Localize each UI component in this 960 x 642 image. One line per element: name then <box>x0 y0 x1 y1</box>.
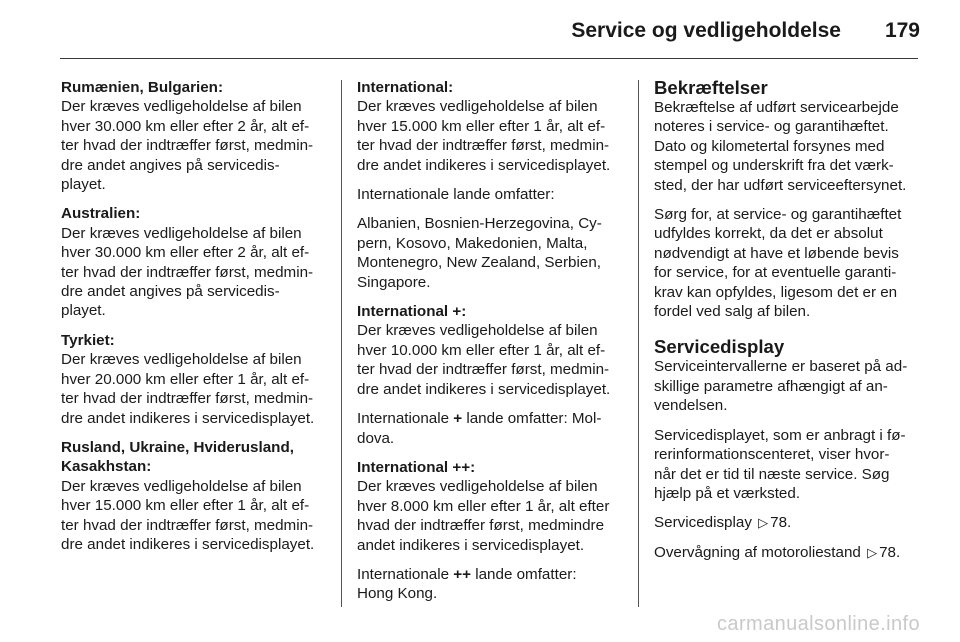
text-line: dova. <box>357 429 395 447</box>
section-romania-bulgaria <box>61 78 329 194</box>
reference-text: Overvågning af motoroliestand <box>654 543 861 561</box>
section-heading: Kasakhstan: <box>61 458 152 476</box>
section-international-plusplus <box>357 458 625 555</box>
text-line: dre andet indikeres i servicedisplayet. <box>357 156 611 174</box>
text-line: Dato og kilometertal forsynes med <box>654 137 885 155</box>
text-line: dre andet indikeres i servicedisplayet. <box>61 409 315 427</box>
text-line: ter hvad der indtræffer først, medmin- <box>357 137 610 155</box>
text-line: hver 15.000 km eller efter 1 år, alt ef- <box>357 117 606 135</box>
text-line: Bekræftelse af udført servicearbejde <box>654 99 899 116</box>
text-segment: Internationale <box>357 410 454 428</box>
text-line: hver 8.000 km eller efter 1 år, alt efter <box>357 497 610 515</box>
text-line: hjælp på et værksted. <box>654 484 801 502</box>
section-russia <box>61 438 329 554</box>
text-line: ter hvad der indtræffer først, medmin- <box>61 516 314 534</box>
section-heading: International +: <box>357 303 467 321</box>
text-line: hver 30.000 km eller efter 2 år, alt ef- <box>61 244 310 262</box>
text-line: andet indikeres i servicedisplayet. <box>357 536 585 554</box>
section-heading: International: <box>357 79 454 96</box>
reference-text: Servicedisplay <box>654 514 752 532</box>
text-line: hvad der indtræffer først, medmindre <box>357 517 605 535</box>
text-line: ter hvad der indtræffer først, medmin- <box>61 263 314 281</box>
confirmations-paragraph-1 <box>654 98 926 195</box>
text-line: Sørg for, at service- og garantihæftet <box>654 206 902 224</box>
section-heading: Tyrkiet: <box>61 331 115 349</box>
text-line: nødvendigt at have et løbende bevis <box>654 244 899 262</box>
text-line: Der kræves vedligeholdelse af bilen <box>357 98 598 116</box>
column-2 <box>357 78 625 614</box>
reference-page: 78. <box>879 543 901 561</box>
text-line <box>357 409 625 428</box>
plus-marker: ++ <box>453 565 472 583</box>
text-line: stempel og underskrift fra det værk- <box>654 157 894 175</box>
page-number: 179 <box>884 19 920 42</box>
text-line: udfyldes korrekt, da det er absolut <box>654 225 883 243</box>
text-line: Montenegro, New Zealand, Serbien, <box>357 254 601 272</box>
text-line: Albanien, Bosnien-Herzegovina, Cy- <box>357 215 602 233</box>
text-line: sted, der har udført serviceeftersynet. <box>654 176 907 194</box>
text-line: Serviceintervallerne er baseret på ad- <box>654 358 908 376</box>
section-international <box>357 78 625 175</box>
text-line: krav kan opfyldes, ligesom det er en <box>654 283 898 301</box>
page-title: Service og vedligeholdelse <box>571 19 841 42</box>
text-line: hver 20.000 km eller efter 1 år, alt ef- <box>61 370 310 388</box>
text-line: dre andet indikeres i servicedisplayet. <box>61 535 315 553</box>
text-line: Der kræves vedligeholdelse af bilen <box>61 477 302 495</box>
text-line <box>357 565 625 584</box>
section-heading: Australien: <box>61 205 141 223</box>
text-line: Der kræves vedligeholdelse af bilen <box>357 322 598 340</box>
international-plusplus-countries <box>357 565 625 604</box>
text-line: Singapore. <box>357 273 431 291</box>
text-line: playet. <box>61 302 106 320</box>
text-line: Servicedisplayet, som er anbragt i fø- <box>654 426 906 444</box>
service-display-paragraph-1 <box>654 357 926 415</box>
text-line: vendelsen. <box>654 397 728 415</box>
text-line: Der kræves vedligeholdelse af bilen <box>357 478 598 496</box>
page-reference-icon: ▷ <box>758 515 769 531</box>
header-rule <box>60 58 918 59</box>
service-display-title: Servicedisplay <box>654 336 785 358</box>
text-line: ter hvad der indtræffer først, medmin- <box>357 361 610 379</box>
text-line: dre andet indikeres i servicedisplayet. <box>357 380 611 398</box>
text-line: rerinformationscenteret, viser hvor- <box>654 446 890 464</box>
page-reference-icon: ▷ <box>867 544 878 560</box>
text-line: Der kræves vedligeholdelse af bilen <box>61 224 302 242</box>
text-line: playet. <box>61 176 106 194</box>
text-line: når det er tid til næste service. Søg <box>654 465 890 483</box>
text-line: hver 30.000 km eller efter 2 år, alt ef- <box>61 117 310 135</box>
text-line: ter hvad der indtræffer først, medmin- <box>61 390 314 408</box>
text-line: for service, for at eventuelle garanti- <box>654 264 897 282</box>
service-display-paragraph-2 <box>654 426 926 504</box>
text-segment: lande omfatter: Mol- <box>462 410 602 428</box>
text-line: hver 10.000 km eller efter 1 år, alt ef- <box>357 341 606 359</box>
plus-marker: + <box>453 410 463 428</box>
text-line: Internationale lande omfatter: <box>357 186 555 204</box>
international-plus-countries <box>357 409 625 448</box>
column-divider-1 <box>341 80 342 607</box>
confirmations-paragraph-2 <box>654 205 926 321</box>
watermark-text: carmanualsonline.info <box>717 613 920 635</box>
text-line: noteres i service- og garantihæftet. <box>654 118 889 136</box>
column-3 <box>654 78 926 572</box>
text-line: Der kræves vedligeholdelse af bilen <box>61 98 302 116</box>
text-line: pern, Kosovo, Makedonien, Malta, <box>357 234 588 252</box>
section-australia <box>61 204 329 320</box>
text-segment: lande omfatter: <box>471 565 577 583</box>
text-line: dre andet angives på servicedis- <box>61 156 280 174</box>
text-line: skillige parametre afhængigt af an- <box>654 377 888 395</box>
column-divider-2 <box>638 80 639 607</box>
reference-oil-level[interactable] <box>654 543 926 562</box>
text-line: ter hvad der indtræffer først, medmin- <box>61 137 314 155</box>
reference-service-display[interactable] <box>654 513 926 532</box>
text-segment: Internationale <box>357 565 454 583</box>
page-header <box>571 14 920 48</box>
section-heading: Rumænien, Bulgarien: <box>61 79 224 96</box>
international-countries-intro <box>357 185 625 204</box>
text-line: Hong Kong. <box>357 585 438 603</box>
section-international-plus <box>357 302 625 399</box>
column-1 <box>61 78 329 564</box>
section-heading: International ++: <box>357 458 476 476</box>
text-line: dre andet angives på servicedis- <box>61 283 280 301</box>
text-line: hver 15.000 km eller efter 1 år, alt ef- <box>61 497 310 515</box>
confirmations-title: Bekræftelser <box>654 77 768 98</box>
section-heading: Rusland, Ukraine, Hviderusland, <box>61 438 294 456</box>
section-turkey <box>61 331 329 428</box>
reference-page: 78. <box>770 514 792 532</box>
text-line: Der kræves vedligeholdelse af bilen <box>61 351 302 369</box>
international-countries <box>357 214 625 292</box>
text-line: fordel ved salg af bilen. <box>654 303 811 321</box>
